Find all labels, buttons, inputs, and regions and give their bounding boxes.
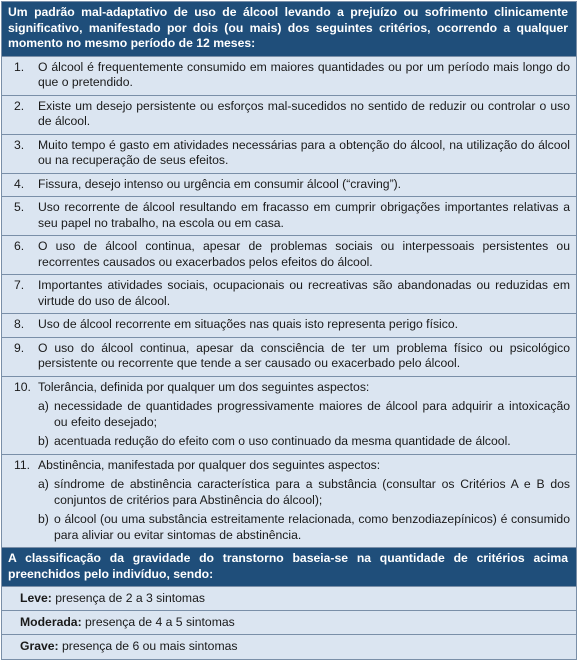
criterion-row bbox=[2, 174, 576, 198]
severity-text: presença de 6 ou mais sintomas bbox=[58, 639, 238, 653]
criterion-text: O álcool é frequentemente consumido em maiores quantidades ou por um período mais longo do que o pretendido. bbox=[38, 59, 570, 89]
criterion-body bbox=[34, 60, 570, 91]
criterion-number: 6. bbox=[14, 239, 25, 253]
sub-criterion-letter: b) bbox=[38, 512, 49, 526]
criterion-text: Abstinência, manifestada por qualquer dos seguintes aspectos: bbox=[38, 457, 381, 472]
severity-label: Grave: bbox=[20, 639, 59, 653]
sub-criterion-letter: a) bbox=[38, 477, 49, 491]
sub-criterion-text: necessidade de quantidades progressivamente maiores de álcool para adquirir a intoxicação ou efeito desejado; bbox=[54, 399, 570, 429]
criterion-body bbox=[34, 341, 570, 372]
sub-criterion-letter: b) bbox=[38, 434, 49, 448]
criterion-number: 7. bbox=[14, 278, 25, 292]
criterion-text: Fissura, desejo intenso ou urgência em consumir álcool (“craving”). bbox=[38, 176, 402, 191]
criterion-text: Uso de álcool recorrente em situações nas quais isto representa perigo físico. bbox=[38, 317, 459, 331]
criterion-text: Importantes atividades sociais, ocupacionais ou recreativas são abandonadas ou reduzidas em virtude do uso de álcool. bbox=[38, 278, 570, 308]
criterion-number: 11. bbox=[14, 457, 31, 472]
criterion-body bbox=[34, 458, 570, 544]
criteria-list bbox=[2, 57, 576, 549]
criterion-body bbox=[34, 138, 570, 169]
criterion-number: 10. bbox=[14, 379, 31, 394]
severity-row bbox=[2, 611, 576, 635]
criterion-number: 2. bbox=[14, 98, 25, 113]
criterion-number: 3. bbox=[14, 137, 25, 152]
criterion-text: Uso recorrente de álcool resultando em fracasso em cumprir obrigações importantes relativas a seu papel no trabalho, na escola ou em casa. bbox=[38, 200, 570, 230]
criterion-number: 4. bbox=[14, 176, 25, 191]
criterion-text: Existe um desejo persistente ou esforços mal-sucedidos no sentido de reduzir ou controlar o uso de álcool. bbox=[38, 98, 570, 128]
sub-criterion bbox=[38, 434, 570, 450]
criterion-row bbox=[2, 455, 576, 549]
sub-criterion bbox=[38, 399, 570, 430]
sub-criterion-letter: a) bbox=[38, 399, 49, 413]
criterion-body bbox=[34, 177, 570, 193]
criterion-number: 9. bbox=[14, 340, 25, 355]
criterion-row bbox=[2, 57, 576, 96]
criterion-number: 8. bbox=[14, 317, 25, 331]
sub-criterion bbox=[38, 512, 570, 543]
table-header: Um padrão mal-adaptativo de uso de álcool levando a prejuízo ou sofrimento clinicamente significativo, manifestado por dois (ou mais) dos seguintes critérios, ocorrendo a qualquer momento no mesmo período de 12 meses: bbox=[2, 2, 576, 57]
severity-label: Moderada: bbox=[20, 615, 82, 629]
criterion-body bbox=[34, 278, 570, 309]
criterion-body bbox=[34, 200, 570, 231]
criterion-body bbox=[34, 99, 570, 130]
criteria-table bbox=[1, 1, 577, 660]
severity-text: presença de 2 a 3 sintomas bbox=[51, 591, 205, 605]
criterion-body bbox=[34, 239, 570, 270]
criterion-text: Muito tempo é gasto em atividades necessárias para a obtenção do álcool, na utilização do álcool ou na recuperação de seus efeitos. bbox=[38, 137, 570, 167]
severity-row bbox=[2, 635, 576, 659]
criterion-body bbox=[34, 317, 570, 333]
sub-criterion-text: síndrome de abstinência característica para a substância (consultar os Critérios A e B dos conjuntos de critérios para Abstinência do álcool); bbox=[54, 477, 570, 507]
criterion-row bbox=[2, 275, 576, 314]
criterion-row bbox=[2, 135, 576, 174]
criterion-body bbox=[34, 380, 570, 450]
severity-row bbox=[2, 587, 576, 611]
criterion-text: O uso de álcool continua, apesar de problemas sociais ou interpessoais persistentes ou recorrentes causados ou exacerbados pelos efeitos do álcool. bbox=[38, 239, 570, 269]
sub-criterion-text: acentuada redução do efeito com o uso continuado da mesma quantidade de álcool. bbox=[54, 434, 511, 448]
criterion-row bbox=[2, 377, 576, 455]
sub-criterion-text: o álcool (ou uma substância estreitamente relacionada, como benzodiazepínicos) é consumido para aliviar ou evitar sintomas de abstinência. bbox=[54, 512, 570, 542]
severity-list bbox=[2, 587, 576, 659]
criterion-number: 5. bbox=[14, 200, 25, 214]
criterion-row bbox=[2, 197, 576, 236]
criterion-row bbox=[2, 338, 576, 377]
criterion-row bbox=[2, 236, 576, 275]
sub-criterion bbox=[38, 477, 570, 508]
severity-text: presença de 4 a 5 sintomas bbox=[81, 615, 235, 629]
criterion-text: O uso do álcool continua, apesar da consciência de ter um problema físico ou psicológico persistente ou recorrente que tende a ser causado ou exacerbado pelo álcool. bbox=[38, 340, 570, 370]
criterion-row bbox=[2, 96, 576, 135]
criterion-row bbox=[2, 314, 576, 338]
criterion-number: 1. bbox=[14, 59, 25, 74]
severity-label: Leve: bbox=[20, 591, 52, 605]
severity-header: A classificação da gravidade do transtorno baseia-se na quantidade de critérios acima preenchidos pelo indivíduo, sendo: bbox=[2, 548, 576, 587]
criterion-text: Tolerância, definida por qualquer um dos seguintes aspectos: bbox=[38, 379, 370, 394]
